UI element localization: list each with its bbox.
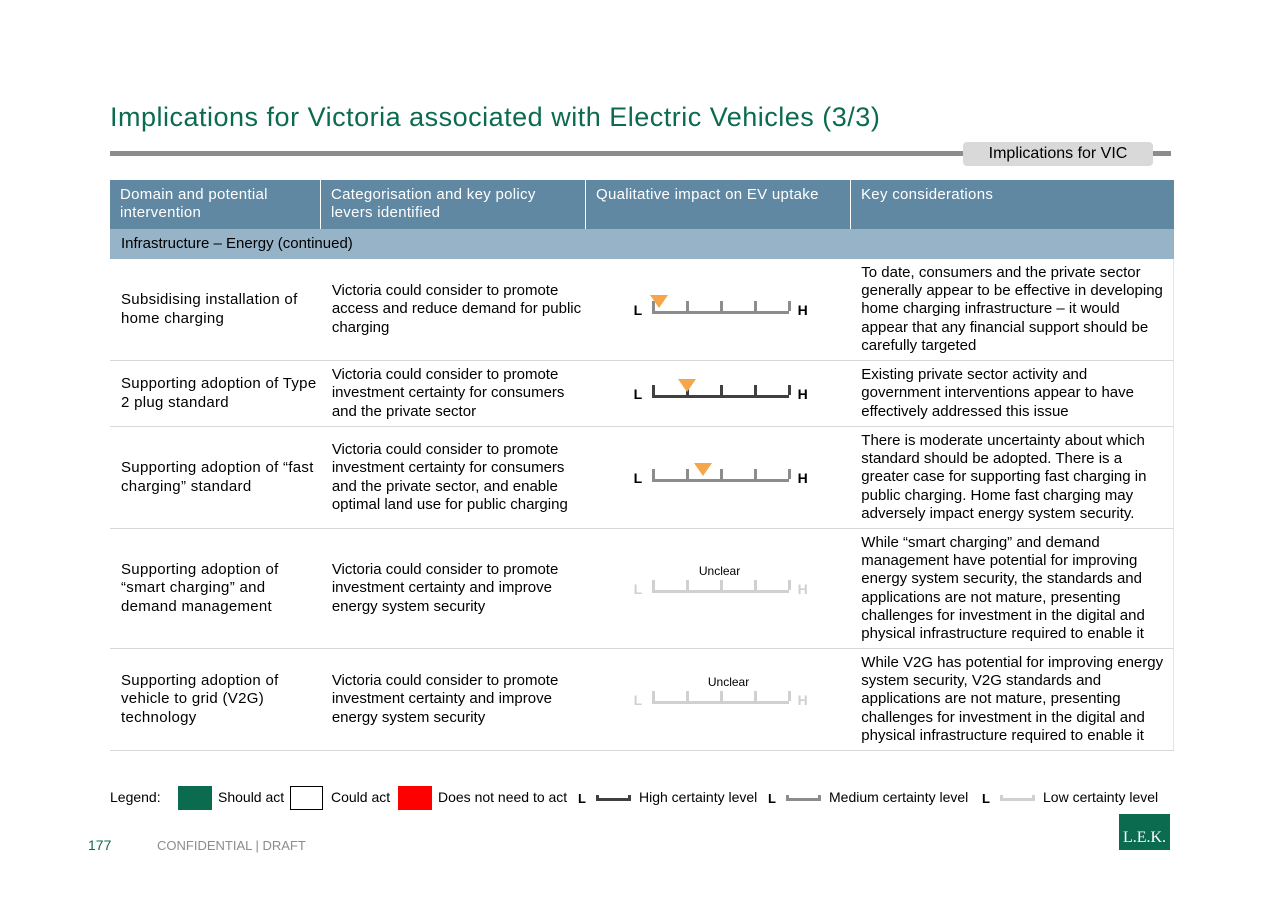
gauge-tick: [754, 469, 757, 479]
impact-marker: [678, 379, 696, 392]
legend-low-bar: [1000, 795, 1035, 801]
table-row: [110, 361, 1174, 427]
gauge-tick: [652, 385, 655, 395]
gauge-high-label: H: [797, 691, 808, 708]
domain-cell: Subsidising installation of home charging: [121, 291, 298, 327]
legend-label: Legend:: [110, 789, 161, 805]
gauge-tick: [788, 469, 791, 479]
header-impact: Qualitative impact on EV uptake: [586, 180, 851, 229]
unclear-label: Unclear: [698, 563, 741, 578]
gauge-tick: [720, 301, 723, 311]
lek-logo: L.E.K.: [1119, 814, 1170, 850]
gauge-bar: [652, 590, 789, 593]
should-act-swatch: [178, 786, 212, 810]
impact-cell: [586, 259, 851, 360]
gauge-low-label: L: [633, 385, 643, 402]
impact-gauge: [633, 563, 809, 609]
should-act-label: Should act: [218, 789, 285, 805]
domain-cell: Supporting adoption of “fast charging” standard: [121, 459, 314, 495]
domain-cell: Supporting adoption of Type 2 plug standard: [121, 375, 317, 411]
legend-high-bar: [596, 795, 631, 801]
gauge-tick: [720, 580, 723, 590]
legend-low-l: L: [982, 791, 990, 806]
impact-cell: [586, 529, 851, 648]
table-row: [110, 649, 1174, 751]
section-row: Infrastructure – Energy (continued): [110, 229, 1174, 259]
impact-gauge: [634, 468, 809, 498]
impact-cell: [586, 649, 851, 750]
gauge-tick: [652, 580, 655, 590]
unclear-label: Unclear: [707, 674, 750, 689]
table-row: [110, 427, 1174, 529]
considerations-cell: There is moderate uncertainty about which standard should be adopted. There is a greater case for supporting fast charging in public charging. Home fast charging may adversely impact energy system security.: [861, 431, 1147, 522]
levers-cell: Victoria could consider to promote access and reduce demand for public charging: [331, 282, 582, 336]
levers-cell: Victoria could consider to promote investment certainty for consumers and the private sector, and enable optimal land use for public charging: [331, 440, 568, 513]
table-row: [110, 529, 1174, 649]
header-domain: Domain and potential intervention: [110, 180, 321, 229]
table-header: [110, 180, 1174, 229]
domain-cell: Supporting adoption of vehicle to grid (V2G) technology: [121, 672, 279, 726]
gauge-tick: [686, 580, 689, 590]
gauge-tick: [754, 385, 757, 395]
considerations-cell: While V2G has potential for improving energy system security, V2G standards and applications are not mature, presenting challenges for investment in the digital and physical infrastructure required to enable it: [861, 653, 1164, 744]
levers-cell: Victoria could consider to promote investment certainty for consumers and the private sector: [331, 366, 565, 420]
considerations-cell: To date, consumers and the private sector generally appear to be effective in developing home charging infrastructure – it would appear that any financial support should be carefully targeted: [861, 263, 1163, 354]
no-need-swatch: [398, 786, 432, 810]
domain-cell: Supporting adoption of “smart charging” and demand management: [121, 561, 279, 615]
impact-gauge: [634, 384, 809, 414]
impact-gauge: [634, 300, 809, 330]
gauge-tick: [788, 691, 791, 701]
legend-low-label: Low certainty level: [1043, 789, 1159, 805]
confidential-label: CONFIDENTIAL | DRAFT: [157, 838, 306, 853]
gauge-tick: [720, 469, 723, 479]
gauge-low-label: L: [633, 580, 643, 597]
page-title: Implications for Victoria associated with Electric Vehicles (3/3): [110, 102, 881, 132]
impact-cell: [586, 427, 851, 528]
gauge-tick: [754, 580, 757, 590]
gauge-high-label: H: [797, 580, 808, 597]
gauge-tick: [754, 301, 757, 311]
gauge-low-label: L: [633, 301, 643, 318]
gauge-tick: [720, 385, 723, 395]
table-row: [110, 259, 1174, 361]
page-number: 177: [88, 837, 112, 853]
impact-cell: [586, 361, 851, 426]
legend-medium-l: L: [768, 791, 776, 806]
gauge-bar: [652, 395, 789, 398]
legend-medium-label: Medium certainty level: [829, 789, 969, 805]
header-levers: Categorisation and key policy levers identified: [321, 180, 586, 229]
gauge-bar: [652, 701, 789, 704]
gauge-tick: [788, 385, 791, 395]
could-act-label: Could act: [331, 789, 391, 805]
header-considerations: Key considerations: [861, 186, 994, 203]
no-need-label: Does not need to act: [438, 789, 568, 805]
gauge-tick: [652, 691, 655, 701]
considerations-cell: While “smart charging” and demand management have potential for improving energy system security, the standards and applications are not mature, presenting challenges for investment in the digital and physical infrastructure required to enable it: [861, 533, 1145, 643]
legend-high-label: High certainty level: [639, 789, 758, 805]
gauge-high-label: H: [797, 469, 808, 486]
impact-marker: [694, 463, 712, 476]
gauge-tick: [686, 691, 689, 701]
gauge-tick: [686, 469, 689, 479]
legend-medium-bar: [786, 795, 821, 801]
gauge-low-label: L: [633, 469, 643, 486]
gauge-bar: [652, 311, 789, 314]
gauge-high-label: H: [797, 301, 808, 318]
gauge-high-label: H: [797, 385, 808, 402]
gauge-low-label: L: [633, 691, 643, 708]
section-tag: Implications for VIC: [963, 142, 1153, 166]
implications-table: [110, 180, 1174, 751]
gauge-tick: [754, 691, 757, 701]
gauge-tick: [652, 469, 655, 479]
considerations-cell: Existing private sector activity and government interventions appear to have effectively addressed this issue: [861, 366, 1134, 420]
levers-cell: Victoria could consider to promote investment certainty and improve energy system security: [331, 561, 559, 615]
gauge-tick: [788, 580, 791, 590]
gauge-tick: [788, 301, 791, 311]
gauge-tick: [720, 691, 723, 701]
could-act-swatch: [290, 786, 323, 810]
impact-marker: [650, 295, 668, 308]
gauge-tick: [686, 301, 689, 311]
gauge-bar: [652, 479, 789, 482]
levers-cell: Victoria could consider to promote investment certainty and improve energy system security: [331, 672, 559, 726]
legend-high-l: L: [578, 791, 586, 806]
impact-gauge: [633, 674, 809, 720]
